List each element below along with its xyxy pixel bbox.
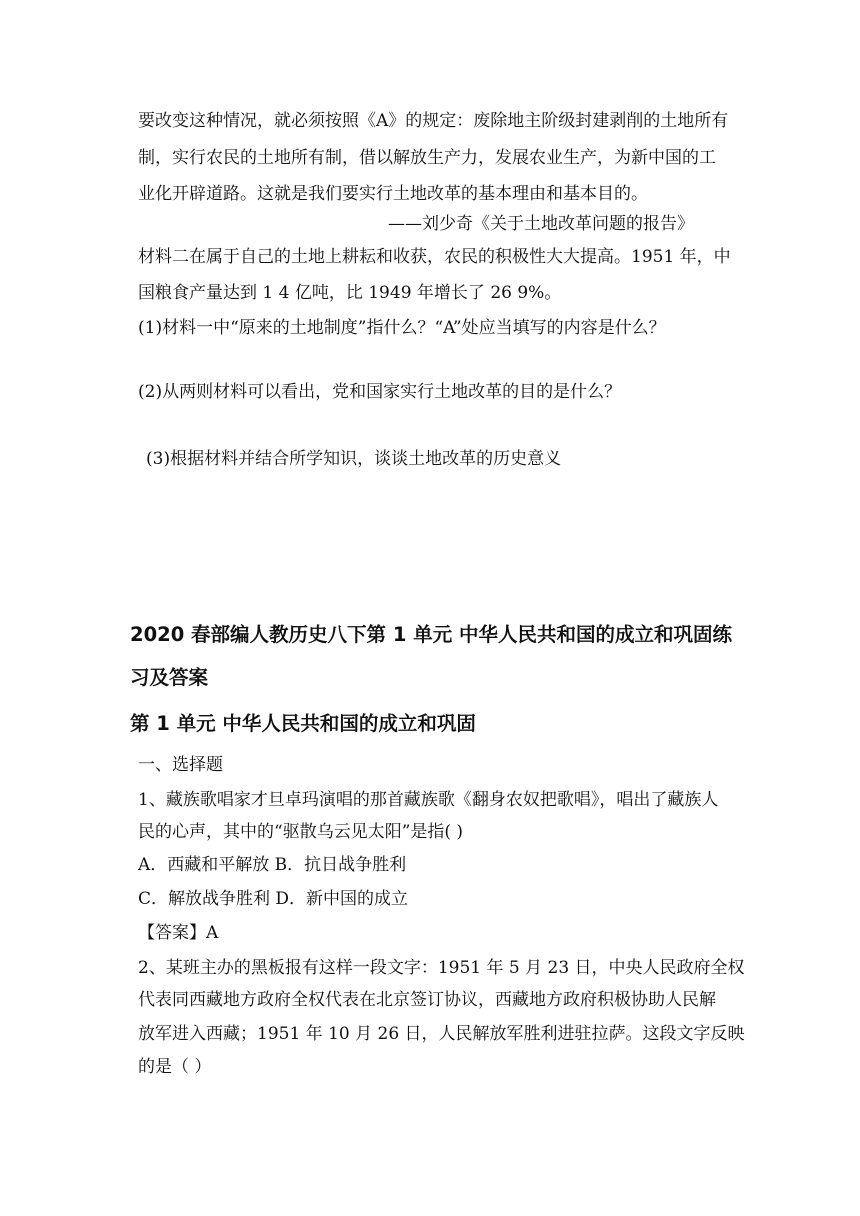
document-title-line-1: 2020 春部编人教历史八下第 1 单元 中华人民共和国的成立和巩固练 bbox=[130, 623, 732, 646]
question-3: (3)根据材料并结合所学知识，谈谈土地改革的历史意义 bbox=[146, 449, 562, 469]
material-one-text-line-1: 要改变这种情况，就必须按照《A》的规定：废除地主阶级封建剥削的土地所有 bbox=[138, 111, 729, 131]
material-one-text-line-2: 制，实行农民的土地所有制，借以解放生产力，发展农业生产，为新中国的工 bbox=[138, 148, 716, 168]
material-two-text-line-1: 材料二在属于自己的土地上耕耘和收获，农民的积极性大大提高。1951 年，中 bbox=[138, 247, 731, 267]
material-one-text-line-3: 业化开辟道路。这就是我们要实行土地改革的基本理由和基本目的。 bbox=[138, 184, 648, 204]
material-one-attribution: ——刘少奇《关于土地改革问题的报告》 bbox=[388, 214, 694, 234]
material-two-text-line-2: 国粮食产量达到 1 4 亿吨，比 1949 年增长了 26 9%。 bbox=[138, 283, 562, 303]
mc-question-1-line-2: 民的心声，其中的“驱散乌云见太阳”是指( ) bbox=[138, 822, 464, 842]
mc-question-2-line-3: 放军进入西藏；1951 年 10 月 26 日，人民解放军胜利进驻拉萨。这段文字反映 bbox=[138, 1024, 745, 1044]
mc-question-1-line-1: 1、藏族歌唱家才旦卓玛演唱的那首藏族歌《翻身农奴把歌唱》，唱出了藏族人 bbox=[138, 790, 719, 810]
mc-question-1-options-ab: A．西藏和平解放 B．抗日战争胜利 bbox=[138, 855, 407, 875]
question-1: (1)材料一中“原来的土地制度”指什么？“A”处应当填写的内容是什么？ bbox=[138, 318, 666, 338]
mc-question-2-line-2: 代表同西藏地方政府全权代表在北京签订协议，西藏地方政府积极协助人民解 bbox=[138, 990, 716, 1010]
unit-title: 第 1 单元 中华人民共和国的成立和巩固 bbox=[130, 712, 476, 735]
mc-question-1-options-cd: C．解放战争胜利 D．新中国的成立 bbox=[138, 889, 409, 909]
section-label-multiple-choice: 一、选择题 bbox=[138, 755, 223, 775]
mc-question-2-line-4: 的是（ ） bbox=[138, 1057, 212, 1077]
document-title-line-2: 习及答案 bbox=[130, 666, 209, 689]
mc-question-1-answer: 【答案】A bbox=[138, 923, 219, 943]
mc-question-2-line-1: 2、某班主办的黑板报有这样一段文字：1951 年 5 月 23 日，中央人民政府全权 bbox=[138, 958, 745, 978]
question-2: (2)从两则材料可以看出，党和国家实行土地改革的目的是什么？ bbox=[138, 382, 622, 402]
